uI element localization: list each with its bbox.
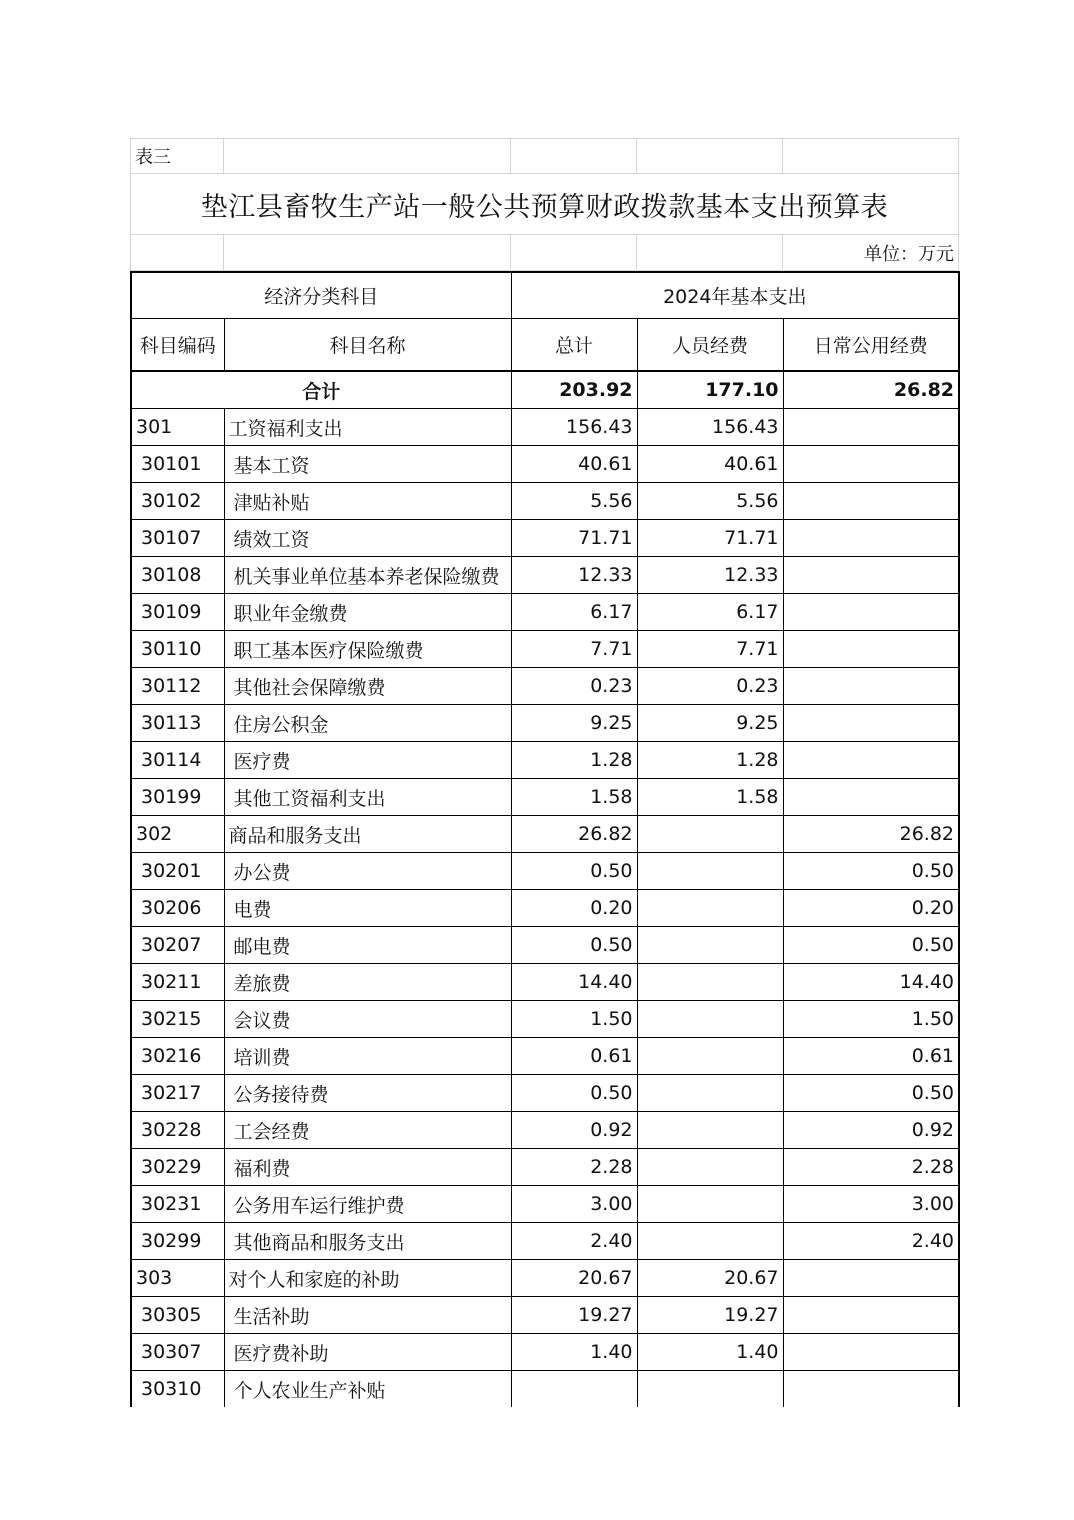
row-code: 30215 bbox=[131, 1001, 224, 1038]
row-public bbox=[783, 631, 959, 668]
row-public bbox=[783, 557, 959, 594]
row-total: 1.58 bbox=[511, 779, 637, 816]
total-personnel: 177.10 bbox=[637, 371, 783, 409]
row-code: 30307 bbox=[131, 1334, 224, 1371]
row-name: 公务接待费 bbox=[224, 1075, 511, 1112]
header-total: 总计 bbox=[511, 319, 637, 372]
row-code: 30102 bbox=[131, 483, 224, 520]
row-total: 19.27 bbox=[511, 1297, 637, 1334]
row-total: 1.28 bbox=[511, 742, 637, 779]
row-total: 26.82 bbox=[511, 816, 637, 853]
row-public: 0.50 bbox=[783, 853, 959, 890]
row-total: 5.56 bbox=[511, 483, 637, 520]
row-public bbox=[783, 1260, 959, 1297]
table-row bbox=[131, 446, 959, 483]
table-row bbox=[131, 1001, 959, 1038]
row-code: 30101 bbox=[131, 446, 224, 483]
row-name: 津贴补贴 bbox=[224, 483, 511, 520]
row-personnel: 1.58 bbox=[637, 779, 783, 816]
row-name: 基本工资 bbox=[224, 446, 511, 483]
row-public bbox=[783, 520, 959, 557]
header-code: 科目编码 bbox=[131, 319, 224, 372]
header-public: 日常公用经费 bbox=[783, 319, 959, 372]
table-row bbox=[131, 1371, 959, 1408]
row-name: 福利费 bbox=[224, 1149, 511, 1186]
row-code: 30114 bbox=[131, 742, 224, 779]
row-public bbox=[783, 705, 959, 742]
row-code: 301 bbox=[131, 409, 224, 446]
row-public: 0.20 bbox=[783, 890, 959, 927]
row-public: 2.40 bbox=[783, 1223, 959, 1260]
row-code: 30107 bbox=[131, 520, 224, 557]
row-public: 0.92 bbox=[783, 1112, 959, 1149]
row-total: 2.40 bbox=[511, 1223, 637, 1260]
row-name: 医疗费补助 bbox=[224, 1334, 511, 1371]
empty-cell bbox=[637, 235, 783, 271]
header-name: 科目名称 bbox=[224, 319, 511, 372]
table-row bbox=[131, 1334, 959, 1371]
row-public: 0.50 bbox=[783, 927, 959, 964]
row-total: 20.67 bbox=[511, 1260, 637, 1297]
row-personnel: 7.71 bbox=[637, 631, 783, 668]
row-code: 30299 bbox=[131, 1223, 224, 1260]
empty-cell bbox=[224, 235, 511, 271]
total-row bbox=[131, 371, 959, 409]
row-personnel bbox=[637, 816, 783, 853]
sheet-header-grid bbox=[130, 138, 959, 271]
row-name: 对个人和家庭的补助 bbox=[224, 1260, 511, 1297]
row-total: 2.28 bbox=[511, 1149, 637, 1186]
row-code: 30112 bbox=[131, 668, 224, 705]
row-total: 3.00 bbox=[511, 1186, 637, 1223]
row-code: 30207 bbox=[131, 927, 224, 964]
row-total: 0.23 bbox=[511, 668, 637, 705]
row-public: 2.28 bbox=[783, 1149, 959, 1186]
row-public: 26.82 bbox=[783, 816, 959, 853]
row-public: 14.40 bbox=[783, 964, 959, 1001]
row-name: 电费 bbox=[224, 890, 511, 927]
row-personnel: 20.67 bbox=[637, 1260, 783, 1297]
row-name: 工资福利支出 bbox=[224, 409, 511, 446]
row-total: 0.92 bbox=[511, 1112, 637, 1149]
header-personnel: 人员经费 bbox=[637, 319, 783, 372]
row-personnel: 1.28 bbox=[637, 742, 783, 779]
row-public bbox=[783, 594, 959, 631]
table-body bbox=[131, 371, 959, 1407]
empty-cell bbox=[224, 139, 511, 174]
row-code: 30211 bbox=[131, 964, 224, 1001]
row-total: 0.50 bbox=[511, 853, 637, 890]
table-row bbox=[131, 668, 959, 705]
row-total bbox=[511, 1371, 637, 1408]
row-code: 30206 bbox=[131, 890, 224, 927]
row-name: 机关事业单位基本养老保险缴费 bbox=[224, 557, 511, 594]
row-personnel bbox=[637, 1038, 783, 1075]
budget-sheet bbox=[130, 138, 958, 1407]
row-personnel: 5.56 bbox=[637, 483, 783, 520]
table-row bbox=[131, 557, 959, 594]
page-title: 垫江县畜牧生产站一般公共预算财政拨款基本支出预算表 bbox=[131, 174, 959, 235]
empty-cell bbox=[783, 139, 959, 174]
row-code: 30110 bbox=[131, 631, 224, 668]
row-code: 30108 bbox=[131, 557, 224, 594]
table-row bbox=[131, 742, 959, 779]
row-code: 30228 bbox=[131, 1112, 224, 1149]
row-code: 30229 bbox=[131, 1149, 224, 1186]
row-name: 商品和服务支出 bbox=[224, 816, 511, 853]
row-code: 30201 bbox=[131, 853, 224, 890]
row-total: 12.33 bbox=[511, 557, 637, 594]
header-group-row bbox=[131, 272, 959, 319]
row-public bbox=[783, 742, 959, 779]
row-code: 30109 bbox=[131, 594, 224, 631]
row-name: 其他社会保障缴费 bbox=[224, 668, 511, 705]
row-code: 30310 bbox=[131, 1371, 224, 1408]
table-row bbox=[131, 594, 959, 631]
row-name: 会议费 bbox=[224, 1001, 511, 1038]
table-row bbox=[131, 890, 959, 927]
row-personnel: 9.25 bbox=[637, 705, 783, 742]
row-code: 303 bbox=[131, 1260, 224, 1297]
row-name: 其他工资福利支出 bbox=[224, 779, 511, 816]
row-total: 0.61 bbox=[511, 1038, 637, 1075]
row-personnel bbox=[637, 890, 783, 927]
table-row bbox=[131, 816, 959, 853]
row-public bbox=[783, 409, 959, 446]
table-row bbox=[131, 631, 959, 668]
row-total: 7.71 bbox=[511, 631, 637, 668]
row-total: 156.43 bbox=[511, 409, 637, 446]
table-row bbox=[131, 409, 959, 446]
row-personnel: 71.71 bbox=[637, 520, 783, 557]
row-total: 40.61 bbox=[511, 446, 637, 483]
row-name: 公务用车运行维护费 bbox=[224, 1186, 511, 1223]
row-code: 30199 bbox=[131, 779, 224, 816]
row-total: 71.71 bbox=[511, 520, 637, 557]
total-label: 合计 bbox=[131, 371, 511, 409]
row-name: 其他商品和服务支出 bbox=[224, 1223, 511, 1260]
row-name: 办公费 bbox=[224, 853, 511, 890]
row-name: 工会经费 bbox=[224, 1112, 511, 1149]
table-row bbox=[131, 483, 959, 520]
row-name: 生活补助 bbox=[224, 1297, 511, 1334]
row-personnel: 6.17 bbox=[637, 594, 783, 631]
row-name: 个人农业生产补贴 bbox=[224, 1371, 511, 1408]
header-column-row bbox=[131, 319, 959, 372]
row-personnel bbox=[637, 1075, 783, 1112]
row-code: 30305 bbox=[131, 1297, 224, 1334]
row-total: 0.50 bbox=[511, 927, 637, 964]
row-personnel bbox=[637, 1186, 783, 1223]
header-economic-category: 经济分类科目 bbox=[131, 272, 511, 319]
row-name: 培训费 bbox=[224, 1038, 511, 1075]
row-personnel bbox=[637, 1001, 783, 1038]
row-code: 30113 bbox=[131, 705, 224, 742]
table-row bbox=[131, 853, 959, 890]
row-name: 邮电费 bbox=[224, 927, 511, 964]
table-row bbox=[131, 1223, 959, 1260]
table-row bbox=[131, 1038, 959, 1075]
table-row bbox=[131, 520, 959, 557]
row-public bbox=[783, 1371, 959, 1408]
empty-cell bbox=[131, 235, 224, 271]
row-personnel bbox=[637, 853, 783, 890]
row-personnel: 1.40 bbox=[637, 1334, 783, 1371]
table-row bbox=[131, 1149, 959, 1186]
unit-label: 单位：万元 bbox=[783, 235, 959, 271]
total-value: 203.92 bbox=[511, 371, 637, 409]
table-row bbox=[131, 779, 959, 816]
row-public bbox=[783, 483, 959, 520]
row-personnel bbox=[637, 1371, 783, 1408]
table-row bbox=[131, 1260, 959, 1297]
row-total: 14.40 bbox=[511, 964, 637, 1001]
row-public: 3.00 bbox=[783, 1186, 959, 1223]
row-personnel: 156.43 bbox=[637, 409, 783, 446]
row-code: 30231 bbox=[131, 1186, 224, 1223]
row-name: 职业年金缴费 bbox=[224, 594, 511, 631]
row-personnel bbox=[637, 964, 783, 1001]
row-total: 1.50 bbox=[511, 1001, 637, 1038]
row-code: 302 bbox=[131, 816, 224, 853]
sheet-label: 表三 bbox=[131, 139, 224, 174]
row-public bbox=[783, 779, 959, 816]
table-row bbox=[131, 927, 959, 964]
table-row bbox=[131, 1186, 959, 1223]
row-name: 绩效工资 bbox=[224, 520, 511, 557]
row-personnel bbox=[637, 1223, 783, 1260]
row-public: 0.61 bbox=[783, 1038, 959, 1075]
table-row bbox=[131, 1075, 959, 1112]
row-name: 医疗费 bbox=[224, 742, 511, 779]
row-name: 住房公积金 bbox=[224, 705, 511, 742]
row-public: 1.50 bbox=[783, 1001, 959, 1038]
table-row bbox=[131, 1297, 959, 1334]
row-personnel: 12.33 bbox=[637, 557, 783, 594]
row-personnel: 40.61 bbox=[637, 446, 783, 483]
table-row bbox=[131, 705, 959, 742]
table-row bbox=[131, 964, 959, 1001]
budget-table bbox=[130, 271, 960, 1407]
table-row bbox=[131, 1112, 959, 1149]
row-name: 职工基本医疗保险缴费 bbox=[224, 631, 511, 668]
empty-cell bbox=[511, 235, 637, 271]
row-personnel: 19.27 bbox=[637, 1297, 783, 1334]
row-personnel bbox=[637, 927, 783, 964]
row-public bbox=[783, 446, 959, 483]
row-total: 0.20 bbox=[511, 890, 637, 927]
row-code: 30217 bbox=[131, 1075, 224, 1112]
row-public bbox=[783, 1297, 959, 1334]
row-public bbox=[783, 1334, 959, 1371]
row-total: 6.17 bbox=[511, 594, 637, 631]
row-personnel bbox=[637, 1149, 783, 1186]
row-personnel: 0.23 bbox=[637, 668, 783, 705]
total-public: 26.82 bbox=[783, 371, 959, 409]
row-total: 1.40 bbox=[511, 1334, 637, 1371]
row-personnel bbox=[637, 1112, 783, 1149]
header-basic-expenditure: 2024年基本支出 bbox=[511, 272, 959, 319]
row-name: 差旅费 bbox=[224, 964, 511, 1001]
row-public: 0.50 bbox=[783, 1075, 959, 1112]
row-code: 30216 bbox=[131, 1038, 224, 1075]
row-total: 9.25 bbox=[511, 705, 637, 742]
row-public bbox=[783, 668, 959, 705]
row-total: 0.50 bbox=[511, 1075, 637, 1112]
empty-cell bbox=[511, 139, 637, 174]
empty-cell bbox=[637, 139, 783, 174]
